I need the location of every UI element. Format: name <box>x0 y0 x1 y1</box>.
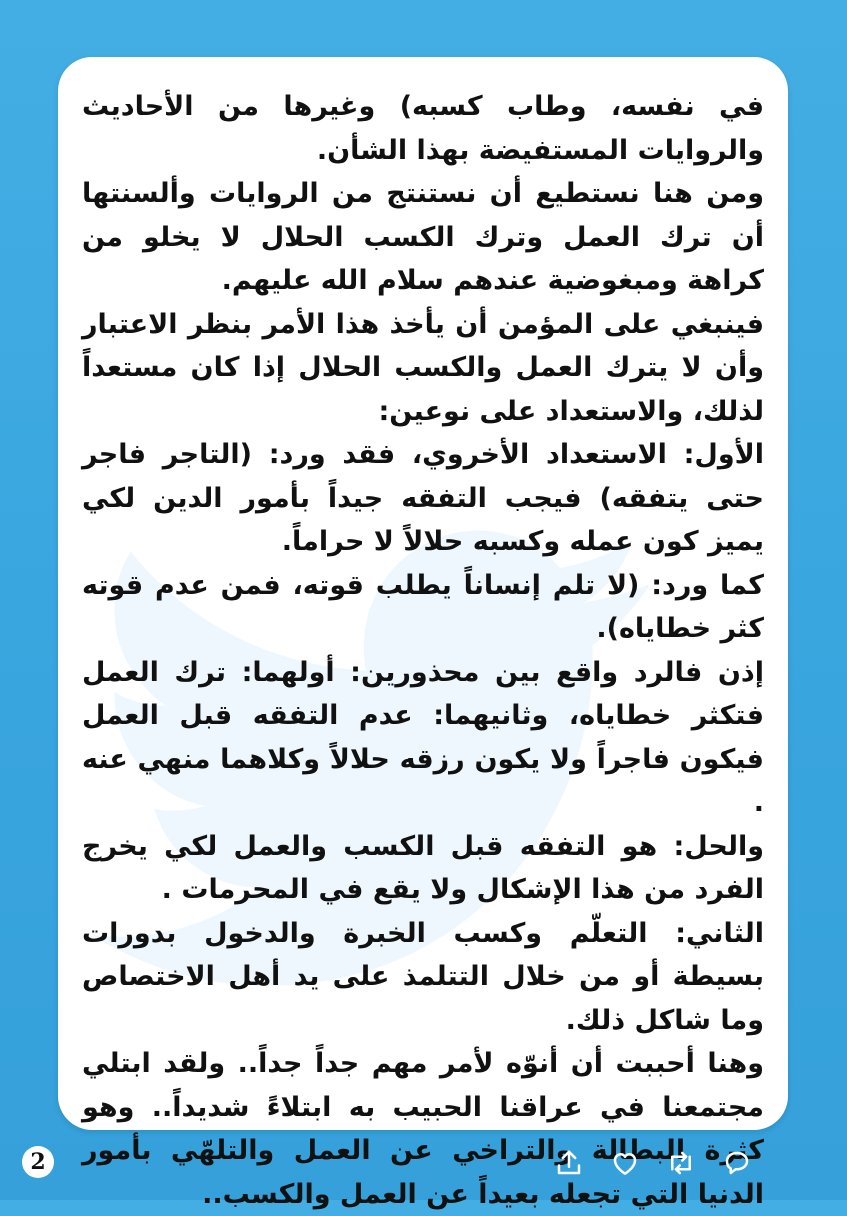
paragraph: في نفسه، وطاب كسبه) وغيرها من الأحاديث والروايات المستفيضة بهذا الشأن. <box>82 91 764 166</box>
paragraph: والحل: هو التفقه قبل الكسب والعمل لكي يخرج الفرد من هذا الإشكال ولا يقع في المحرمات . <box>82 830 764 905</box>
paragraph: إذن فالرد واقع بين محذورين: أولهما: ترك العمل فتكثر خطاياه، وثانيهما: عدم التفقه قبل العمل فيكون فاجراً ولا يكون رزقه حلالاً وكلاهما منهي عنه . <box>82 656 764 818</box>
reply-icon <box>722 1148 752 1178</box>
tweet-actions <box>552 1146 754 1182</box>
page-number: 2 <box>22 1146 54 1178</box>
retweet-button[interactable] <box>664 1146 698 1180</box>
like-button[interactable] <box>608 1146 642 1180</box>
document-card <box>58 57 788 1210</box>
paragraph: كما ورد: (لا تلم إنساناً يطلب قوته، فمن عدم قوته كثر خطاياه). <box>82 569 764 644</box>
paragraph: الثاني: التعلّم وكسب الخبرة والدخول بدورات بسيطة أو من خلال التتلمذ على يد أهل الاختصاص وما شاكل ذلك. <box>82 917 764 1036</box>
reply-button[interactable] <box>720 1146 754 1180</box>
paragraph: ومن هنا نستطيع أن نستنتج من الروايات وألسنتها أن ترك العمل وترك الكسب الحلال لا يخلو من كراهة ومبغوضية عندهم سلام الله عليهم. <box>82 178 764 296</box>
heart-icon <box>610 1148 640 1178</box>
share-icon <box>554 1148 584 1178</box>
retweet-icon <box>666 1148 696 1178</box>
paragraph: وهنا أحببت أن أنوّه لأمر مهم جداً جداً.. ولقد ابتلي مجتمعنا في عراقنا الحبيب به ابتلاءً شديداً.. وهو كثرة البطالة والتراخي عن العمل والتلهّي بأمور الدنيا التي تجعله بعيداً عن العمل والكسب.. <box>82 1048 764 1210</box>
share-button[interactable] <box>552 1146 586 1180</box>
paragraph: فينبغي على المؤمن أن يأخذ هذا الأمر بنظر الاعتبار وأن لا يترك العمل والكسب الحلال إذا كان مستعداً لذلك، والاستعداد على نوعين: <box>82 308 764 427</box>
paragraph: الأول: الاستعداد الأخروي، فقد ورد: (التاجر فاجر حتى يتفقه) فيجب التفقه جيداً بأمور الدين لكي يميز كون عمله وكسبه حلالاً لا حراماً. <box>82 439 764 557</box>
article-text <box>82 85 764 1216</box>
